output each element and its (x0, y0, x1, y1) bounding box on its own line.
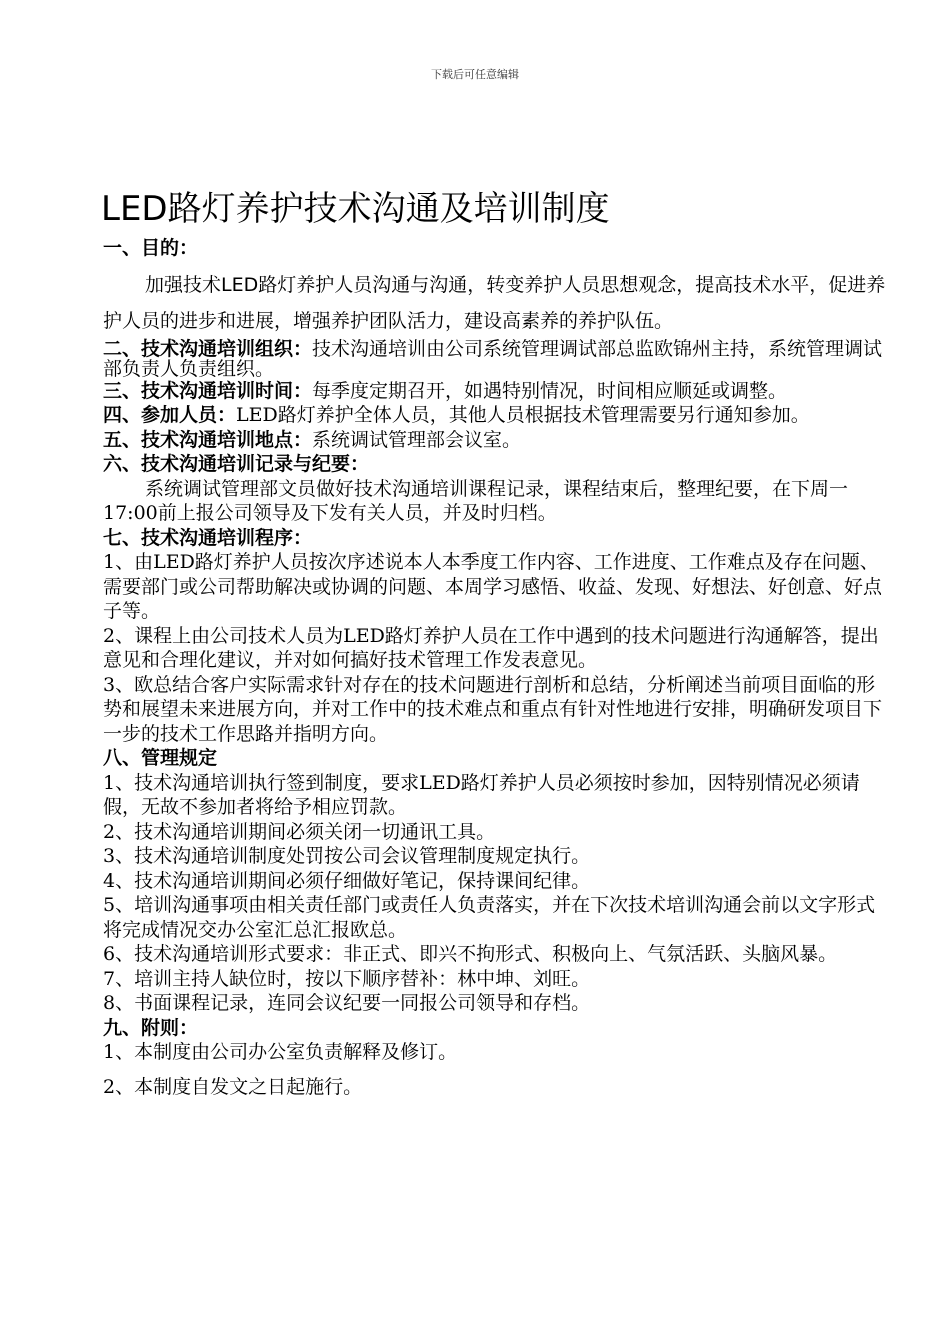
list-item: 1、本制度由公司办公室负责解释及修订。 (103, 1041, 458, 1063)
location-text: 系统调试管理部会议室。 (312, 428, 522, 451)
list-item: 8、书面课程记录，连同会议纪要一同报公司领导和存档。 (103, 992, 591, 1014)
list-item: 7、培训主持人缺位时，按以下顺序替补：林中坤、刘旺。 (103, 967, 591, 990)
section-heading-participants: 四、参加人员： (103, 404, 237, 426)
list-item: 3、欧总结合客户实际需求针对存在的技术问题进行剖析和总结，分析阐述当前项目面临的形势和展望未来进展方向，并对工作中的技术难点和重点有针对性地进行安排，明确研发项目下一步的技术工作思路并指明方向。 (103, 673, 883, 745)
time-text: 每季度定期召开，如遇特别情况，时间相应顺延或调整。 (312, 379, 788, 402)
list-item: 6、技术沟通培训形式要求：非正式、即兴不拘形式、积极向上、气氛活跃、头脑风暴。 (103, 943, 838, 965)
document-title: LED路灯养护技术沟通及培训制度 (101, 189, 610, 229)
purpose-text: 加强技术LED路灯养护人员沟通与沟通，转变养护人员思想观念，提高技术水平，促进养护人员的进步和进展，增强养护团队活力，建设高素养的养护队伍。 (103, 273, 886, 332)
section-participants (103, 403, 889, 428)
section-heading-appendix: 九、附则： (103, 1016, 199, 1039)
list-item: 5、培训沟通事项由相关责任部门或责任人负责落实，并在下次技术培训沟通会前以文字形式将完成情况交办公室汇总汇报欧总。 (103, 894, 876, 941)
header-note: 下载后可任意编辑 (431, 68, 519, 81)
section-heading-procedure: 七、技术沟通培训程序： (103, 526, 313, 549)
section-heading-location: 五、技术沟通培训地点： (103, 428, 313, 451)
participants-text: LED路灯养护全体人员，其他人员根据技术管理需要另行通知参加。 (236, 404, 810, 426)
section-time (103, 379, 889, 404)
organization-text: 技术沟通培训由公司系统管理调试部总监欧锦州主持，系统管理调试部负责人负责组织。 (103, 337, 883, 380)
document-body (103, 236, 889, 1099)
list-item: 3、技术沟通培训制度处罚按公司会议管理制度规定执行。 (103, 845, 591, 867)
section-heading-purpose: 一、目的： (103, 237, 199, 259)
section-location (103, 428, 889, 453)
list-item: 2、课程上由公司技术人员为LED路灯养护人员在工作中遇到的技术问题进行沟通解答，提出意见和合理化建议，并对如何搞好技术管理工作发表意见。 (103, 624, 879, 671)
section-heading-regulations: 八、管理规定 (103, 747, 218, 769)
section-heading-time: 三、技术沟通培训时间： (103, 379, 313, 402)
list-item: 2、本制度自发文之日起施行。 (103, 1075, 363, 1098)
list-item: 1、技术沟通培训执行签到制度，要求LED路灯养护人员必须按时参加，因特别情况必须请假，无故不参加者将给予相应罚款。 (103, 771, 860, 818)
list-item: 4、技术沟通培训期间必须仔细做好笔记，保持课间纪律。 (103, 869, 591, 892)
section-heading-records: 六、技术沟通培训记录与纪要： (103, 453, 370, 475)
records-text: 系统调试管理部文员做好技术沟通培训课程记录，课程结束后，整理纪要，在下周一17:00前上报公司领导及下发有关人员，并及时归档。 (103, 477, 849, 524)
section-organization (103, 339, 889, 379)
list-item: 1、由LED路灯养护人员按次序述说本人本季度工作内容、工作进度、工作难点及存在问题、需要部门或公司帮助解决或协调的问题、本周学习感悟、收益、发现、好想法、好创意、好点子等。 (103, 551, 883, 622)
list-item: 2、技术沟通培训期间必须关闭一切通讯工具。 (103, 820, 496, 843)
section-heading-organization: 二、技术沟通培训组织： (103, 337, 313, 360)
